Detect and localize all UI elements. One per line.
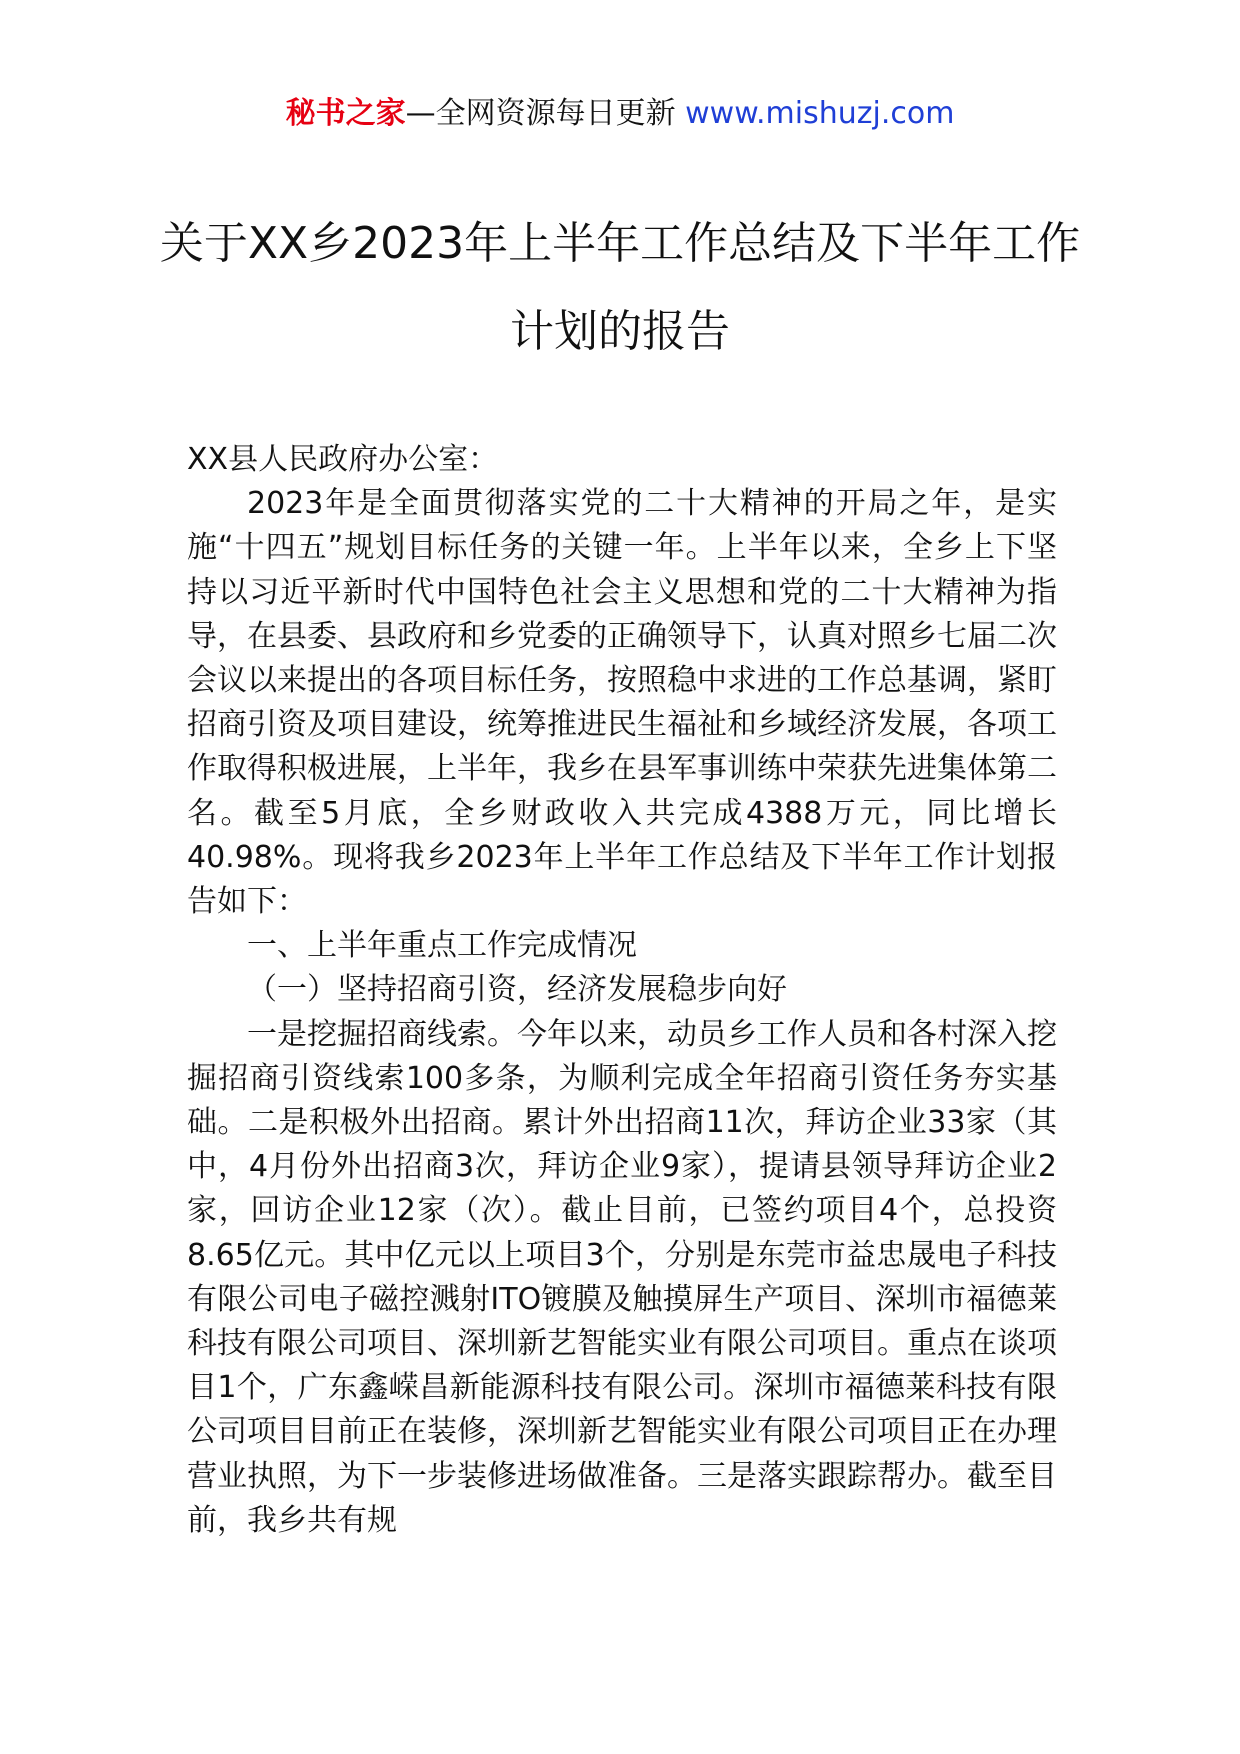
intro-paragraph: 2023年是全面贯彻落实党的二十大精神的开局之年，是实施“十四五”规划目标任务的关键一年。上半年以来，全乡上下坚持以习近平新时代中国特色社会主义思想和党的二十大精神为指导，在县委、县政府和乡党委的正确领导下，认真对照乡七届二次会议以来提出的各项目标任务，按照稳中求进的工作总基调，紧盯招商引资及项目建设，统筹推进民生福祉和乡域经济发展，各项工作取得积极进展，上半年，我乡在县军事训练中荣获先进集体第二名。截至5月底，全乡财政收入共完成4388万元，同比增长40.98%。现将我乡2023年上半年工作总结及下半年工作计划报告如下：	[187, 486, 1057, 920]
site-url: www.mishuzj.com	[685, 96, 955, 131]
section-heading: 一、上半年重点工作完成情况	[247, 928, 637, 964]
document-title: 关于XX乡2023年上半年工作总结及下半年工作计划的报告	[159, 218, 1081, 357]
body-paragraph: 一是挖掘招商线索。今年以来，动员乡工作人员和各村深入挖掘招商引资线索100多条，为顺利完成全年招商引资任务夯实基础。二是积极外出招商。累计外出招商11次，拜访企业33家（其中，4月份外出招商3次，拜访企业9家），提请县领导拜访企业2家，回访企业12家（次）。截止目前，已签约项目4个，总投资8.65亿元。其中亿元以上项目3个，分别是东莞市益忠晟电子科技有限公司电子磁控溅射ITO镀膜及触摸屏生产项目、深圳市福德莱科技有限公司项目、深圳新艺智能实业有限公司项目。重点在谈项目1个，广东鑫嵘昌新能源科技有限公司。深圳市福德莱科技有限公司项目目前正在装修，深圳新艺智能实业有限公司项目正在办理营业执照，为下一步装修进场做准备。三是落实跟踪帮办。截至目前，我乡共有规	[187, 1016, 1057, 1538]
header-tagline: —全网资源每日更新	[405, 96, 676, 131]
brand-name: 秘书之家	[285, 96, 406, 131]
site-header	[0, 94, 1240, 134]
subsection-heading: （一）坚持招商引资，经济发展稳步向好	[247, 972, 787, 1008]
salutation: XX县人民政府办公室：	[187, 442, 499, 477]
document-body	[187, 438, 1057, 1543]
